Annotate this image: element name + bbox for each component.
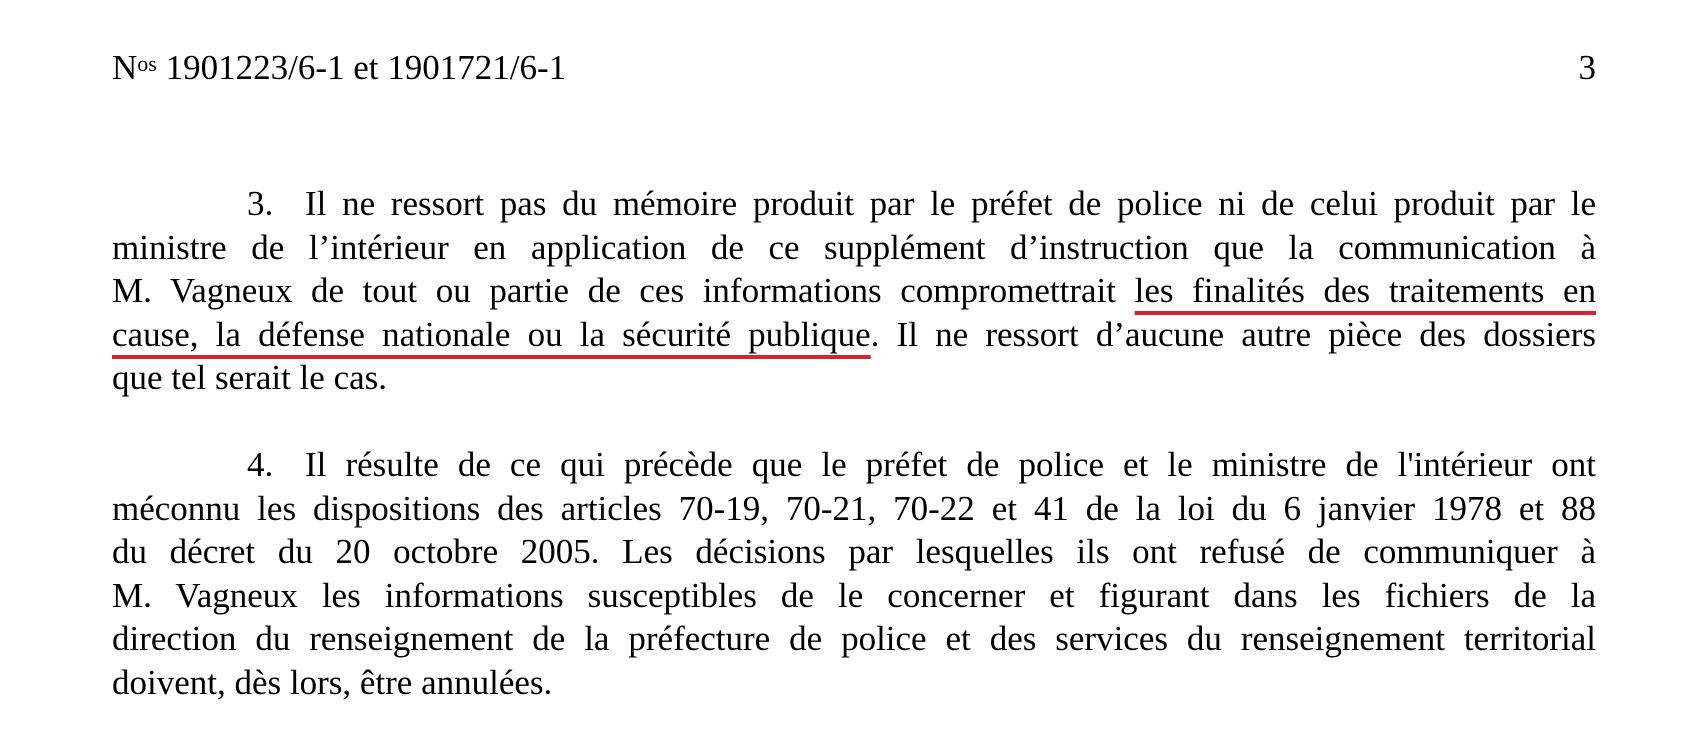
case-reference xyxy=(112,46,566,90)
paragraph-4-line-6: doivent, dès lors, être annulées. xyxy=(112,662,553,702)
paragraph-4-line-3: du décret du 20 octobre 2005. Les décisions par lesquelles ils ont refusé de communiquer à xyxy=(112,532,1596,572)
paragraph-4-line-1 xyxy=(112,443,1596,487)
highlighted-underline-end: cause, la défense nationale ou la sécurité publique xyxy=(112,314,871,354)
paragraph-3-line-5: que tel serait le cas. xyxy=(112,358,388,398)
page-header xyxy=(112,46,1596,90)
paragraph-4-line-1-text: Il résulte de ce qui précède que le préfet de police et le ministre de l'intérieur ont xyxy=(305,445,1596,484)
case-prefix: N xyxy=(112,48,138,87)
paragraph-3-line-4-plain: . Il ne ressort d’aucune autre pièce des dossiers xyxy=(870,314,1596,354)
paragraph-3-line-1 xyxy=(112,182,1596,226)
page-number: 3 xyxy=(1578,48,1596,87)
case-prefix-superscript: os xyxy=(137,51,157,76)
highlighted-underline-start: les finalités des traitements en xyxy=(1134,271,1596,311)
paragraph-4-line-5: direction du renseignement de la préfecture de police et des services du renseignement territorial xyxy=(112,619,1596,659)
paragraph-3-line-2: ministre de l’intérieur en application de ce supplément d’instruction que la communication à xyxy=(112,227,1596,267)
paragraph-4-number: 4. xyxy=(247,445,274,484)
case-numbers: 1901223/6-1 et 1901721/6-1 xyxy=(156,48,567,87)
paragraph-3-line-3-plain: M. Vagneux de tout ou partie de ces informations compromettrait xyxy=(112,271,1135,311)
document-page xyxy=(112,0,1596,754)
paragraph-3-line-1-text: Il ne ressort pas du mémoire produit par le préfet de police ni de celui produit par le xyxy=(305,184,1596,223)
paragraph-3-number: 3. xyxy=(247,184,274,223)
paragraph-4 xyxy=(112,443,1596,705)
paragraph-3-line-3 xyxy=(112,269,1596,313)
paragraph-3 xyxy=(112,182,1596,400)
paragraph-3-line-4 xyxy=(112,313,1596,357)
paragraph-4-line-2: méconnu les dispositions des articles 70-19, 70-21, 70-22 et 41 de la loi du 6 janvier 1978 et 88 xyxy=(112,488,1596,528)
paragraph-4-line-4: M. Vagneux les informations susceptibles de le concerner et figurant dans les fichiers de la xyxy=(112,575,1596,615)
